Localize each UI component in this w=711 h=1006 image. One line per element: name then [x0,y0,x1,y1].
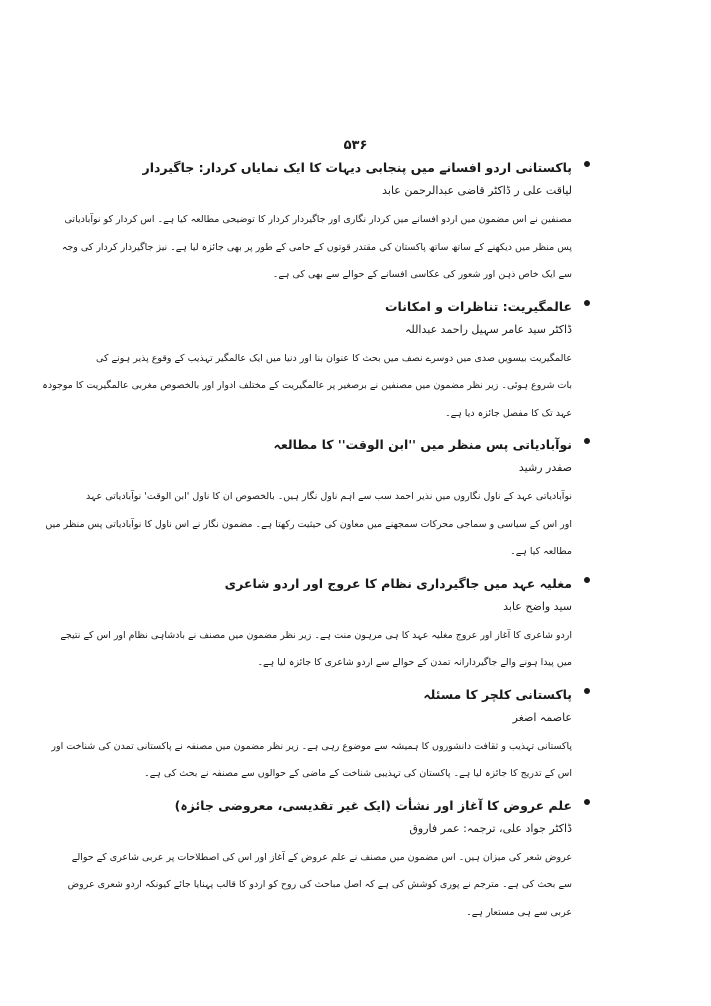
entry-title: پاکستانی کلچر کا مسئلہ [423,686,572,702]
bullet-icon [584,161,590,167]
bullet-icon [584,799,590,805]
bullet-icon [584,577,590,583]
abstract-line: اور اس کے سیاسی و سماجی محرکات سمجھنے میں معاون کی حیثیت رکھتا ہے۔ مضمون نگار نے اس ناول کا نوآبادیاتی پس منظر میں [45,518,572,530]
entry-title-row [122,793,572,818]
entry [51,682,572,788]
entry-title-row [122,294,572,319]
entry-title: عالمگیریت: تناظرات و امکانات [384,298,572,314]
entry-title-row [122,432,572,457]
entry-title: نوآبادیاتی پس منظر میں ''ابن الوقت'' کا مطالعہ [273,437,572,452]
entry-title-row [122,155,572,180]
entry-title-row [122,682,572,707]
entry-abstract [61,206,572,289]
abstract-line: اس کے تدریج کا جائزہ لیا ہے۔ پاکستان کی تہذیبی شناخت کے ماضی کے حوالوں سے مصنفہ نے بحث کی ہے۔ [144,768,572,779]
entry-title: پاکستانی اردو افسانے میں پنجابی دیہات کا ایک نمایاں کردار: جاگیردار [142,160,572,175]
abstract-line: پاکستانی تہذیب و ثقافت دانشوروں کا ہمیشہ سے موضوع رہی ہے۔ زیر نظر مضمون میں مصنفہ نے پاکستانی تمدن کی شناخت اور [51,740,572,752]
abstract-line: نوآبادیاتی عہد کے ناول نگاروں میں نذیر احمد سب سے اہم ناول نگار ہیں۔ بالخصوص ان کا ناول 'ابن الوقت' نوآبادیاتی عہد [85,491,572,502]
abstract-line: اردو شاعری کا آغاز اور عروج مغلیہ عہد کا ہی مرہون منت ہے۔ زیر نظر مضمون میں مصنف نے بادشاہی نظام اور اس کے نتیجے [60,629,572,641]
entry-abstract [45,483,572,566]
abstract-line: عربی سے ہی مستعار ہے۔ [466,906,572,918]
entry-abstract [67,844,572,927]
entry-abstract [60,622,572,677]
entry [45,432,572,566]
entry [67,793,572,927]
entry-abstract [42,345,572,428]
entry-author: سید واضح عابد [503,599,572,613]
entry-title: مغلیہ عہد میں جاگیرداری نظام کا عروج اور اردو شاعری [224,575,572,591]
entry [42,294,572,428]
entry-author: ڈاکٹر جواد علی، ترجمہ: عمر فاروق [409,821,572,835]
entry-author: لیاقت علی ر ڈاکٹر قاضی عبدالرحمن عابد [382,184,572,197]
entry-title-row [122,571,572,596]
entry [61,155,572,289]
abstract-line: سے ایک خاص ذہن اور شعور کی عکاسی افسانے کے حوالے سے بھی کی ہے۔ [272,269,572,280]
abstract-line: مطالعہ کیا ہے۔ [510,546,572,557]
bullet-icon [584,688,590,694]
abstract-line: میں پیدا ہونے والے جاگیردارانہ تمدن کے حوالے سے اردو شاعری کا جائزہ لیا ہے۔ [257,657,572,668]
entries-list [42,155,572,931]
bullet-icon [584,438,590,444]
abstract-line: عہد تک کا مفصل جائزہ دیا ہے۔ [445,407,572,419]
bullet-icon [584,300,590,306]
abstract-line: مصنفین نے اس مضمون میں اردو افسانے میں کردار نگاری اور جاگیردار کردار کا توضیحی مطالعہ کیا ہے۔ اس کردار کو نوآبادیاتی [64,214,572,225]
entry-title: علم عروض کا آغاز اور نشأت (ایک غیر تقدیسی، معروضی جائزہ) [174,797,572,813]
abstract-line: عروض شعر کی میزان ہیں۔ اس مضمون میں مصنف نے علم عروض کے آغاز اور اس کی اصطلاحات پر عربی شاعری کے حوالے [71,851,572,863]
entry-author: ڈاکٹر سید عامر سہیل راحمد عبداللہ [404,322,572,336]
abstract-line: عالمگیریت بیسویں صدی میں دوسرے نصف میں بحث کا عنوان بنا اور دنیا میں ایک عالمگیر تہذیب کے وقوع پذیر ہونے کی [96,352,572,364]
entry-author: عاصمہ اصغر [512,710,572,724]
abstract-line: سے بحث کی ہے۔ مترجم نے پوری کوشش کی ہے کہ اصل مباحث کی روح کو اردو کا قالب پہنایا جائے کیونکہ اردو شعری عروض [67,879,572,890]
entry [60,571,572,677]
entry-author: صفدر رشید [518,461,572,474]
entry-abstract [51,733,572,788]
abstract-line: پس منظر میں دیکھنے کے ساتھ ساتھ پاکستان کی مقتدر قوتوں کے حامی کے طور پر بھی جائزہ لیا ہے۔ نیز جاگیردار کردار کی وجہ [61,241,572,253]
abstract-line: بات شروع ہوئی۔ زیر نظر مضمون میں مصنفین نے برصغیر پر عالمگیریت کے مختلف ادوار اور بالخصوص مغربی عالمگیریت کا موجودہ [42,380,572,391]
page-number: ۵۳۶ [343,138,368,153]
